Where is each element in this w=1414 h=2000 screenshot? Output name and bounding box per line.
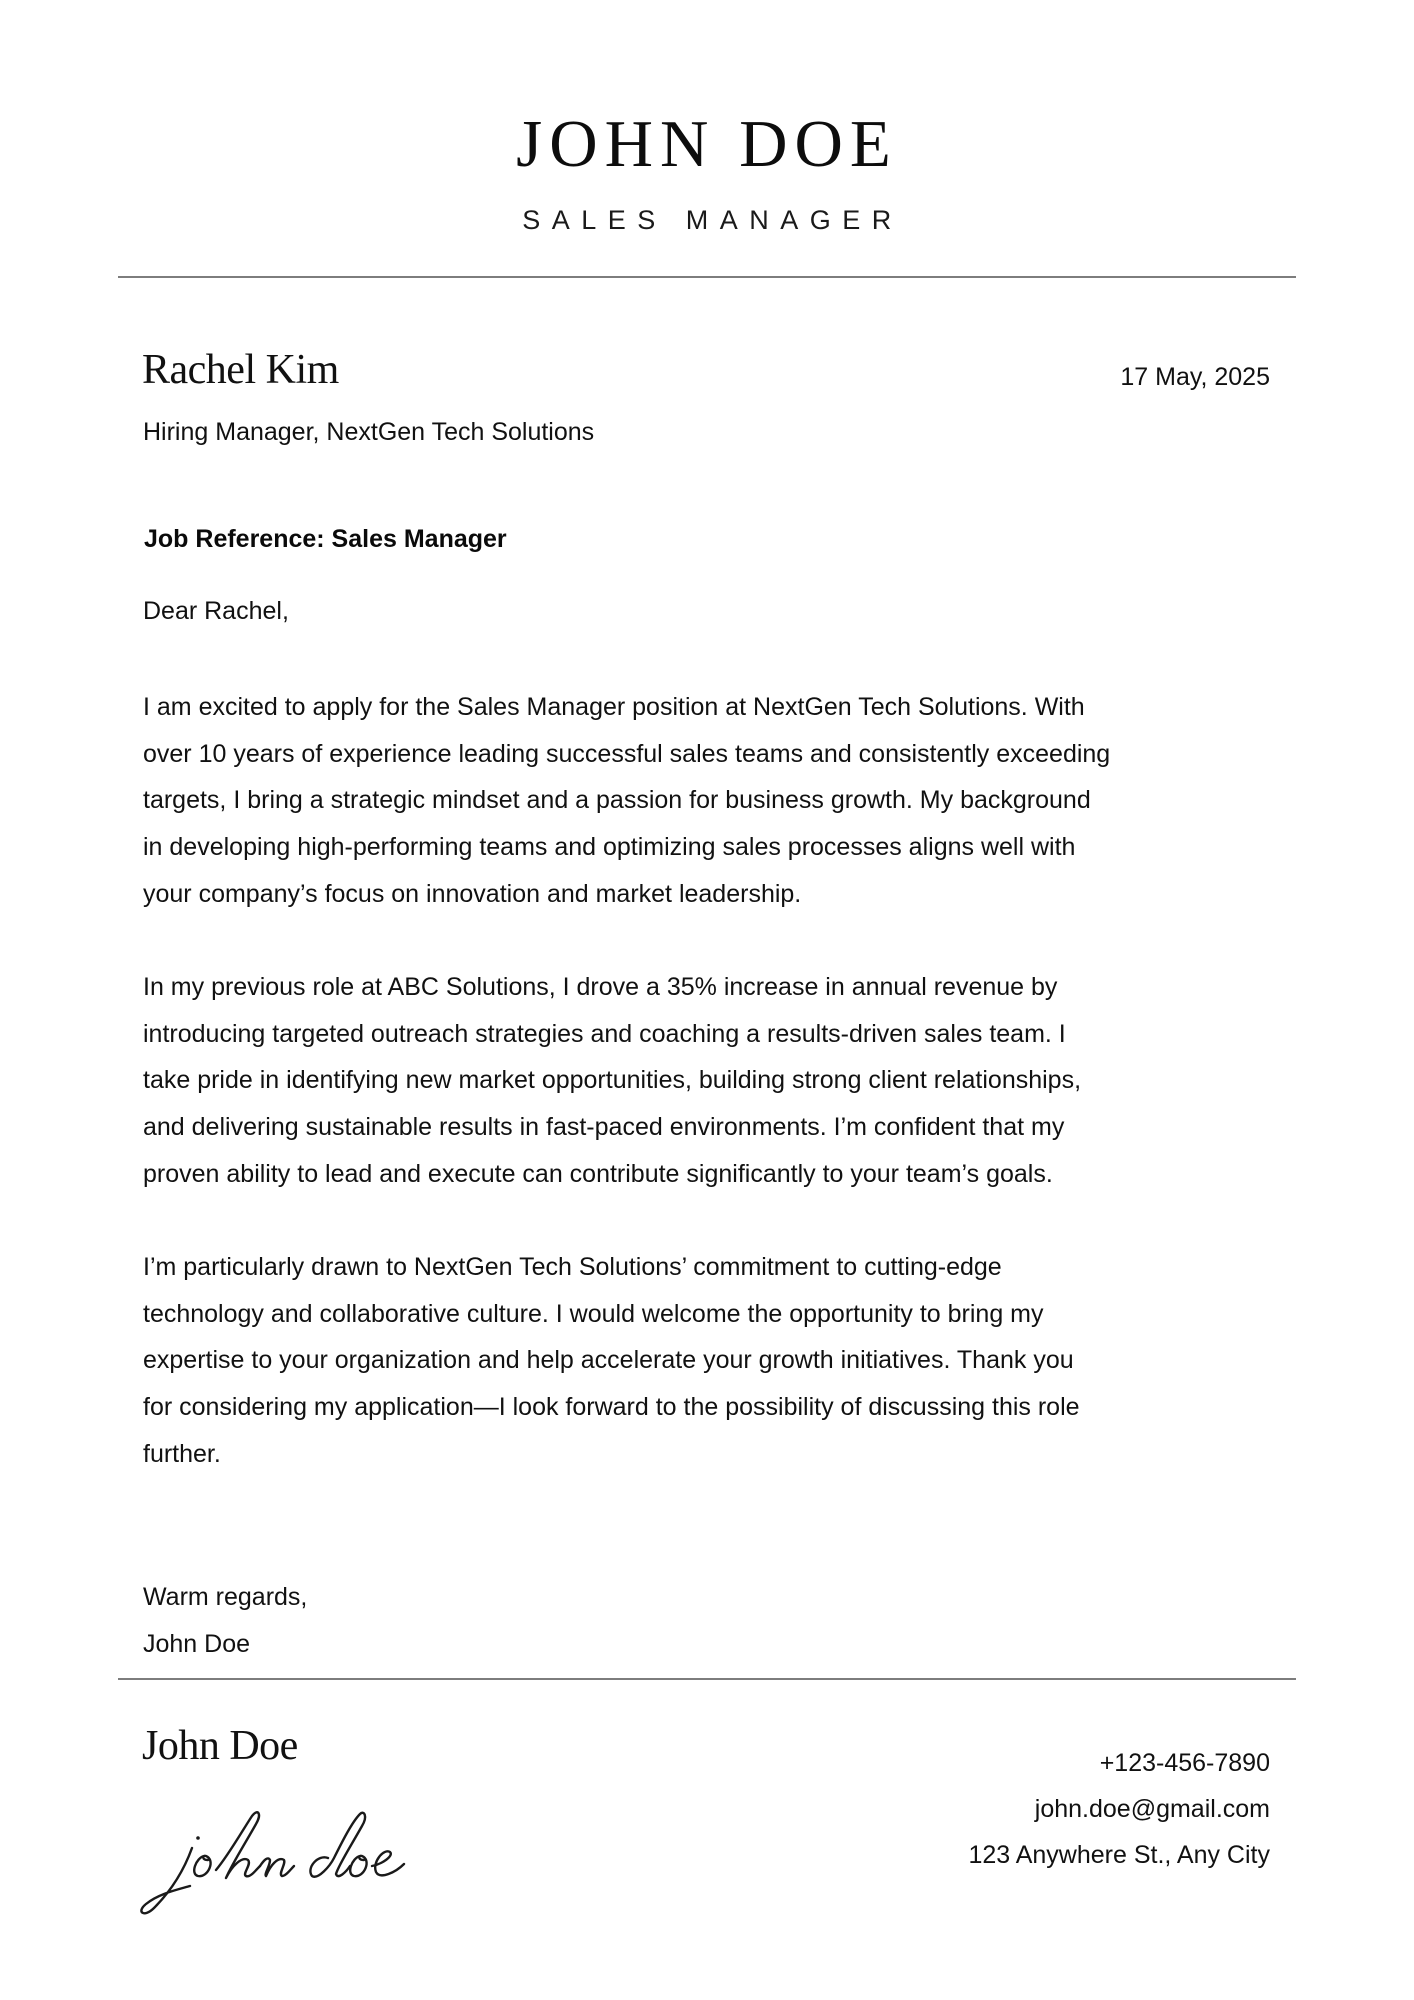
paragraph-line: I am excited to apply for the Sales Manager position at NextGen Tech Solutions. With [143, 693, 1085, 721]
paragraph-line: and delivering sustainable results in fast-paced environments. I’m confident that my [143, 1113, 1065, 1142]
closing-phrase: Warm regards, [143, 1583, 308, 1611]
paragraph-line: in developing high-performing teams and optimizing sales processes aligns well with [143, 833, 1076, 862]
paragraph-line: further. [143, 1439, 221, 1468]
contact-phone: +123-456-7890 [1099, 1749, 1270, 1777]
signature-icon [132, 1808, 432, 1918]
paragraph-line: targets, I bring a strategic mindset and a passion for business growth. My background [143, 786, 1091, 815]
paragraph-line: take pride in identifying new market opportunities, building strong client relationships, [143, 1066, 1082, 1095]
body-paragraph-2 [143, 964, 1283, 1198]
greeting: Dear Rachel, [143, 597, 289, 625]
footer-name: John Doe [142, 1723, 298, 1769]
closing-block [143, 1574, 307, 1667]
paragraph-line: over 10 years of experience leading successful sales teams and consistently exceeding [143, 739, 1111, 768]
job-reference: Job Reference: Sales Manager [144, 525, 507, 553]
recipient-role: Hiring Manager, NextGen Tech Solutions [143, 418, 595, 446]
paragraph-line: expertise to your organization and help accelerate your growth initiatives. Thank you [143, 1346, 1074, 1375]
paragraph-line: technology and collaborative culture. I would welcome the opportunity to bring my [143, 1299, 1044, 1328]
paragraph-line: I’m particularly drawn to NextGen Tech Solutions’ commitment to cutting-edge [143, 1253, 1002, 1281]
contact-email: john.doe@gmail.com [1034, 1795, 1270, 1823]
paragraph-line: for considering my application—I look forward to the possibility of discussing this role [143, 1393, 1080, 1422]
letter-date: 17 May, 2025 [1120, 363, 1270, 391]
body-paragraph-3 [143, 1244, 1283, 1478]
applicant-name-heading: JOHN DOE [516, 107, 898, 181]
paragraph-line: your company’s focus on innovation and market leadership. [143, 879, 802, 908]
signoff-name: John Doe [143, 1629, 251, 1658]
contact-address: 123 Anywhere St., Any City [968, 1841, 1270, 1869]
paragraph-line: introducing targeted outreach strategies and coaching a results-driven sales team. I [143, 1019, 1066, 1048]
recipient-name: Rachel Kim [142, 347, 339, 393]
header-divider [118, 276, 1296, 278]
body-paragraph-1 [143, 684, 1283, 918]
paragraph-line: In my previous role at ABC Solutions, I drove a 35% increase in annual revenue by [143, 973, 1058, 1001]
contact-block [968, 1740, 1270, 1878]
applicant-job-title: SALES MANAGER [522, 205, 903, 235]
paragraph-line: proven ability to lead and execute can contribute significantly to your team’s goals. [143, 1159, 1053, 1188]
footer-divider [118, 1678, 1296, 1680]
